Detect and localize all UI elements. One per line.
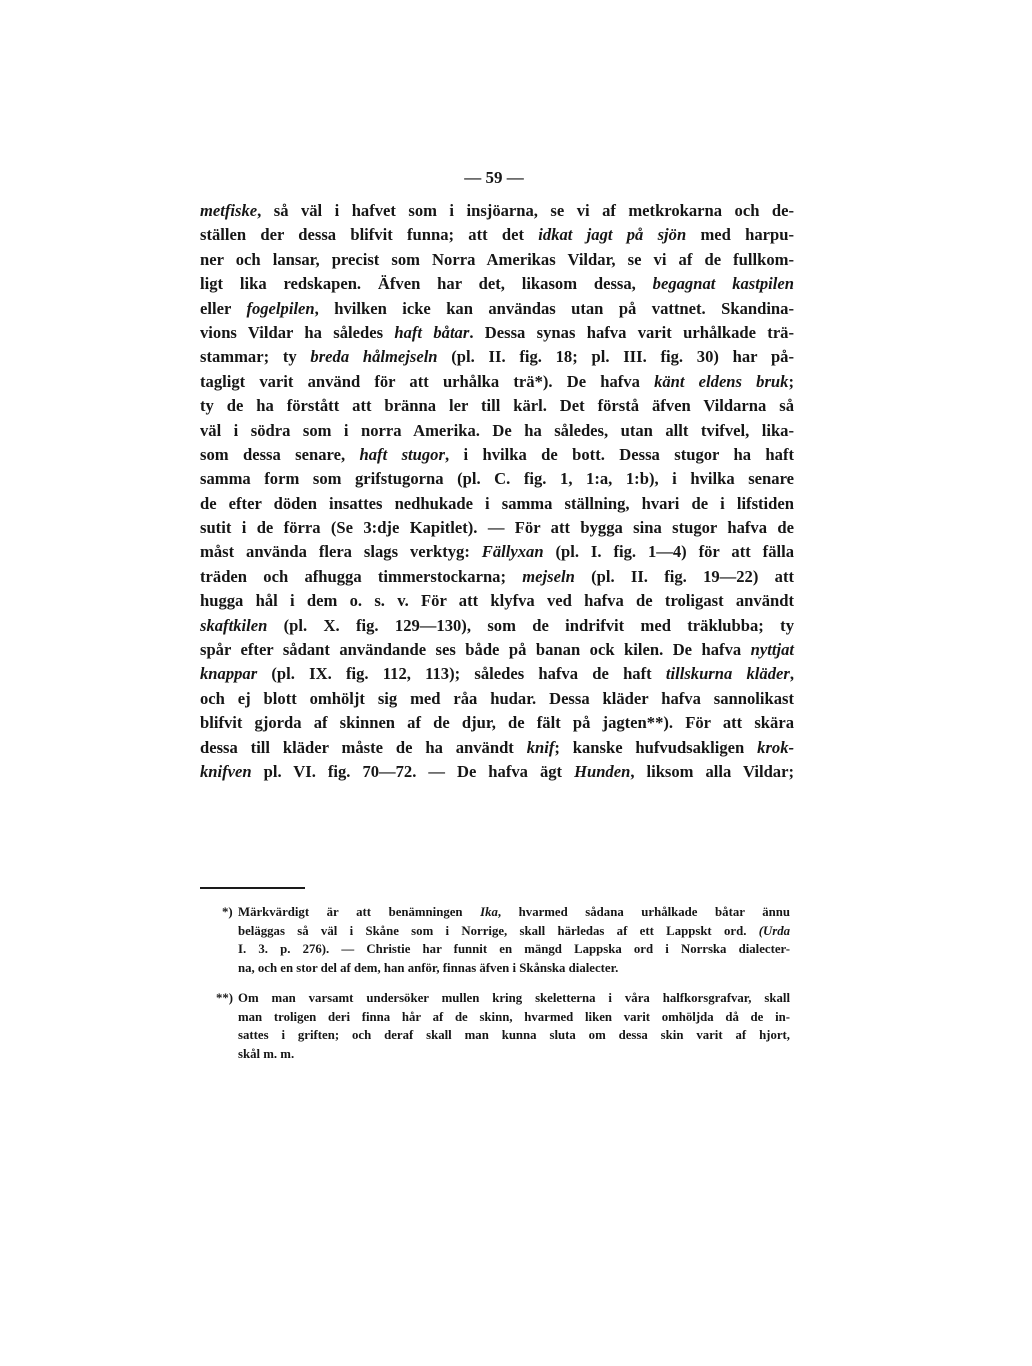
text-run: skål m. m. (238, 1046, 295, 1061)
text-run: Märkvärdigt är att benämningen (238, 905, 481, 919)
italic-text-run: Fällyxan (481, 542, 544, 562)
text-run: beläggas så väl i Skåne som i Norrige, skall härledas af ett Lappskt ord. (238, 923, 759, 938)
text-line (238, 1026, 790, 1045)
body-text (200, 199, 794, 784)
text-line (238, 1008, 790, 1027)
text-line (200, 297, 794, 321)
text-line (200, 687, 794, 711)
text-line (200, 223, 794, 247)
text-line (200, 272, 794, 296)
footnote-1 (238, 903, 790, 977)
italic-text-run: (Urda (758, 923, 790, 938)
text-line (238, 940, 790, 959)
italic-text-run: krok- (757, 737, 795, 757)
text-run: Om man varsamt undersöker mullen kring skeletterna i våra halfkorsgrafvar, skall (238, 991, 790, 1005)
text-line (238, 922, 790, 941)
text-run: , så väl i hafvet som i insjöarna, se vi af metkrokarna och de- (257, 201, 794, 220)
text-run: , hvarmed sådana urhålkade båtar ännu (497, 905, 790, 919)
text-line (238, 989, 790, 1008)
text-run: , (789, 664, 794, 684)
text-run: spår efter sådant användande ses både på banan ock kilen. De hafva (200, 640, 751, 660)
text-line (200, 443, 794, 467)
italic-text-run: breda hålmejseln (310, 347, 438, 367)
text-line (200, 638, 794, 662)
italic-text-run: haft stugor (359, 444, 445, 464)
text-run: sattes i griften; och deraf skall man kunna sluta om dessa skin varit af hjort, (238, 1028, 790, 1043)
italic-text-run: Ika (480, 905, 498, 919)
text-run: na, och en stor del af dem, han anför, finnas äfven i Skånska dialecter. (238, 960, 619, 975)
text-run: träden och afhugga timmerstockarna; (200, 566, 523, 586)
text-line (200, 589, 794, 613)
text-run: blifvit gjorda af skinnen af de djur, de fält på jagten**). För att skära (200, 713, 794, 733)
text-line (200, 662, 794, 686)
footnote-marker: **) (216, 991, 234, 1005)
text-run: ner och lansar, precist som Norra Amerikas Vildar, se vi af de fullkom- (200, 249, 794, 269)
text-run: , liksom alla Vildar; (630, 761, 794, 781)
italic-text-run: skaftkilen (200, 615, 268, 635)
italic-text-run: knif (526, 737, 555, 757)
text-line (200, 370, 794, 394)
text-run: pl. VI. fig. 70—72. — De hafva ägt (251, 761, 575, 781)
italic-text-run: knappar (200, 664, 258, 684)
text-run: ligt lika redskapen. Äfven har det, likasom dessa, (200, 274, 653, 294)
text-run: de efter döden insattes nedhukade i samma ställning, hvari de i lifstiden (200, 493, 794, 513)
text-run: hugga hål i dem o. s. v. För att klyfva ved hafva de troligast användt (200, 591, 794, 611)
text-line (200, 711, 794, 735)
text-line (200, 199, 794, 223)
italic-text-run: begagnat kastpilen (652, 274, 794, 294)
text-run: (pl. I. fig. 1—4) för att fälla (543, 542, 795, 562)
text-run: (pl. IX. fig. 112, 113); således hafva de haft (257, 664, 666, 684)
text-run: och ej blott omhöljt sig med råa hudar. Dessa kläder hafva sannolikast (200, 688, 794, 708)
text-run: (pl. II. fig. 18; pl. III. fig. 30) har på- (437, 347, 795, 367)
text-run: väl i södra som i norra Amerika. De ha således, utan allt tvifvel, lika- (200, 420, 794, 440)
text-line (238, 1045, 790, 1064)
text-run: tagligt varit använd för att urhålka trä*). De hafva (200, 371, 655, 391)
text-run: eller (200, 298, 247, 318)
italic-text-run: haft båtar (394, 322, 470, 342)
text-run: med harpu- (686, 225, 794, 245)
text-run: , hvilken icke kan användas utan på vattnet. Skandina- (314, 298, 794, 318)
text-run: vions Vildar ha således (200, 322, 395, 342)
page-number: — 59 — (464, 168, 524, 187)
text-line (200, 760, 794, 784)
text-run: I. 3. p. 276). — Christie har funnit en mängd Lappska ord i Norrska dialecter- (238, 942, 790, 957)
text-line (238, 903, 790, 922)
text-line (200, 516, 794, 540)
text-line (200, 467, 794, 491)
text-line (200, 248, 794, 272)
text-run: måst använda flera slags verktyg: (200, 542, 482, 562)
text-line (238, 959, 790, 978)
text-line (200, 540, 794, 564)
text-run: sutit i de förra (Se 3:dje Kapitlet). — För att bygga sina stugor hafva de (200, 518, 794, 538)
footnote-divider (200, 887, 305, 889)
text-run: dessa till kläder måste de ha användt (200, 737, 527, 757)
text-run: ty de ha förstått att bränna ler till kärl. Det förstå äfven Vildarna så (200, 396, 794, 416)
text-run: (pl. II. fig. 19—22) att (574, 566, 794, 586)
italic-text-run: metfiske (200, 201, 258, 220)
text-run: stammar; ty (200, 347, 311, 367)
text-run: (pl. X. fig. 129—130), som de indrifvit med träklubba; ty (267, 615, 794, 635)
text-line (200, 419, 794, 443)
text-line (200, 736, 794, 760)
text-line (200, 614, 794, 638)
text-run: ställen der dessa blifvit funna; att det (200, 225, 539, 245)
italic-text-run: knifven (200, 761, 252, 781)
text-line (200, 394, 794, 418)
text-run: man troligen deri finna hår af de skinn, hvarmed liken varit omhöljda då de in- (238, 1009, 790, 1024)
text-run: . Dessa synas hafva varit urhålkade trä- (469, 322, 795, 342)
text-line (200, 565, 794, 589)
italic-text-run: mejseln (522, 566, 575, 586)
italic-text-run: känt eldens bruk (654, 371, 789, 391)
text-run: , i hvilka de bott. Dessa stugor ha haft (444, 444, 794, 464)
italic-text-run: idkat jagt på sjön (538, 225, 687, 245)
italic-text-run: fogelpilen (246, 298, 315, 318)
text-line (200, 492, 794, 516)
footnote-2 (238, 989, 790, 1063)
text-run: samma form som grifstugorna (pl. C. fig. 1, 1:a, 1:b), i hvilka senare (200, 469, 794, 489)
text-run: ; (788, 371, 794, 391)
italic-text-run: tillskurna kläder (665, 664, 790, 684)
text-line (200, 321, 794, 345)
italic-text-run: Hunden (574, 761, 631, 781)
text-run: som dessa senare, (200, 444, 360, 464)
footnote-marker: *) (222, 905, 233, 919)
text-run: ; kanske hufvudsakligen (554, 737, 758, 757)
text-line (200, 345, 794, 369)
italic-text-run: nyttjat (750, 640, 794, 660)
